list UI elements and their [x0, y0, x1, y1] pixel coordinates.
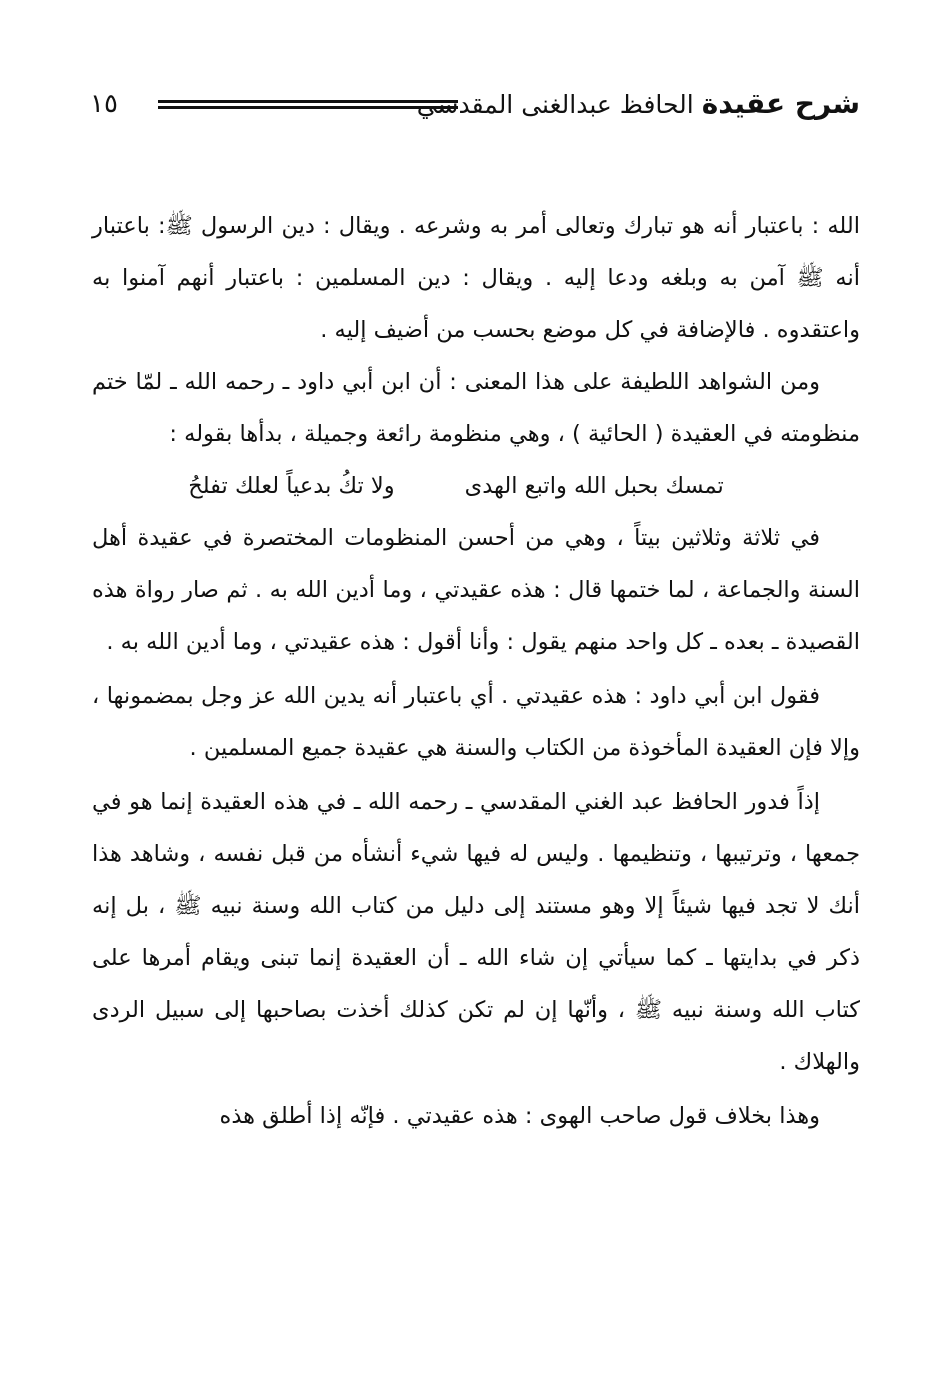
page-number: ١٥ — [90, 89, 118, 119]
poem-verse — [92, 460, 860, 512]
page-body — [92, 200, 860, 1142]
page-header — [90, 82, 860, 126]
running-title-rest: الحافظ عبدالغنى المقدسي — [416, 90, 694, 119]
paragraph: وهذا بخلاف قول صاحب الهوى : هذه عقيدتي . فإنّه إذا أطلق هذه — [219, 1103, 820, 1129]
running-title-bold: شرح عقيدة — [701, 87, 860, 120]
verse-second-hemistich: ولا تكُ بدعياً لعلك تفلحُ — [188, 473, 395, 499]
running-title — [417, 82, 860, 127]
verse-first-hemistich: تمسك بحبل الله واتبع الهدى — [464, 473, 724, 499]
paragraph: ومن الشواهد اللطيفة على هذا المعنى : أن ابن أبي داود ـ رحمه الله ـ لمّا ختم منظومته في العقيدة ( الحائية ) ، وهي منظومة رائعة وجميلة ، بدأها بقوله : — [92, 369, 860, 447]
paragraph: إذاً فدور الحافظ عبد الغني المقدسي ـ رحمه الله ـ في هذه العقيدة إنما هو في جمعها ، وترتيبها ، وتنظيمها . وليس له فيها شيء أنشأه من قبل نفسه ، وشاهد هذا أنك لا تجد فيها شيئاً إلا وهو مستند إلى دليل من كتاب الله وسنة نبيه ﷺ ، بل إنه ذكر في بدايتها ـ كما سيأتي إن شاء الله ـ أن العقيدة إنما تبنى ويقام أمرها على كتاب الله وسنة نبيه ﷺ ، وأنّها إن لم تكن كذلك أخذت بصاحبها إلى سبيل الردى والهلاك . — [92, 789, 860, 1075]
paragraph: في ثلاثة وثلاثين بيتاً ، وهي من أحسن المنظومات المختصرة في عقيدة أهل السنة والجماعة ، لما ختمها قال : هذه عقيدتي ، وما أدين الله به . ثم صار رواة هذه القصيدة ـ بعده ـ كل واحد منهم يقول : وأنا أقول : هذه عقيدتي ، وما أدين الله به . — [92, 525, 860, 655]
paragraph: فقول ابن أبي داود : هذه عقيدتي . أي باعتبار أنه يدين الله عز وجل بمضمونها ، وإلا فإن العقيدة المأخوذة من الكتاب والسنة هي عقيدة جميع المسلمين . — [92, 683, 860, 761]
header-rule — [158, 100, 458, 109]
paragraph: الله : باعتبار أنه هو تبارك وتعالى أمر به وشرعه . ويقال : دين الرسول ﷺ: باعتبار أنه ﷺ آمن به وبلغه ودعا إليه . ويقال : دين المسلمين : باعتبار أنهم آمنوا به واعتقدوه . فالإضافة في كل موضع بحسب من أضيف إليه . — [92, 213, 860, 343]
